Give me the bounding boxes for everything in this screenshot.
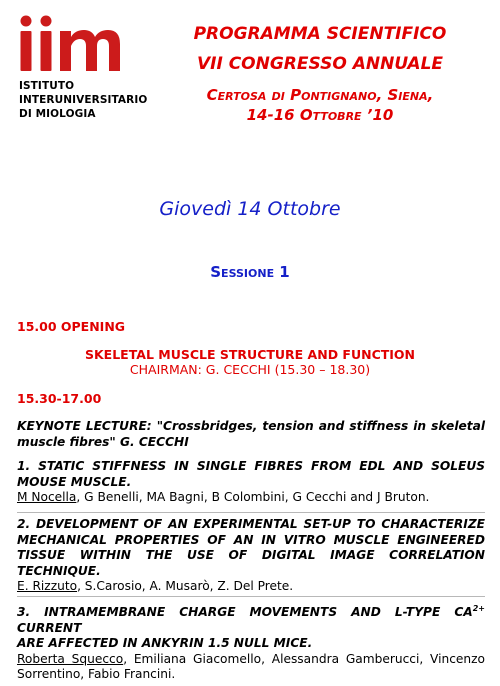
co-authors: , G Benelli, MA Bagni, B Colombini, G Cecchi and J Bruton.: [76, 490, 430, 504]
keynote-line-2: muscle fibres" G. CECCHI: [17, 434, 189, 449]
talk-authors: [17, 579, 485, 595]
presenting-author: Roberta Squecco: [17, 651, 124, 666]
talk-3: [17, 601, 485, 683]
talk-title-line: 2. DEVELOPMENT OF AN EXPERIMENTAL SET-UP TO CHARACTERIZE: [17, 517, 485, 531]
keynote-line-1: KEYNOTE LECTURE: "Crossbridges, tension and stiffness in skeletal: [17, 419, 485, 433]
iim-logo-letters: [16, 14, 146, 74]
opening-time: 15.00 OPENING: [17, 319, 126, 334]
talk-authors-cont: Sorrentino, Fabio Francini.: [17, 667, 176, 682]
symposium-title: SKELETAL MUSCLE STRUCTURE AND FUNCTION: [84, 347, 416, 362]
talk-title-line: [17, 601, 485, 636]
talk-authors: [17, 652, 485, 668]
talk-2: [17, 517, 485, 595]
session-heading: Sessione 1: [210, 263, 290, 281]
talk-title-line: MECHANICAL PROPERTIES OF AN IN VITRO MUSCLE ENGINEERED: [17, 532, 485, 547]
day-heading: Giovedì 14 Ottobre: [159, 198, 341, 220]
co-authors: , S.Carosio, A. Musarò, Z. Del Prete.: [77, 579, 294, 593]
congress-title: VII CONGRESSO ANNUALE: [196, 54, 444, 74]
co-authors: , Emiliana Giacomello, Alessandra Gamberucci, Vincenzo: [123, 651, 485, 666]
divider: [17, 596, 485, 597]
time-slot: 15.30-17.00: [17, 391, 102, 406]
logo-line-2: INTERUNIVERSITARIO: [19, 94, 148, 106]
talk-title-line: MOUSE MUSCLE.: [17, 474, 132, 489]
symposium-chairman: CHAIRMAN: G. CECCHI (15.30 – 18.30): [129, 362, 371, 377]
logo-line-3: DI MIOLOGIA: [19, 108, 96, 120]
presenting-author: E. Rizzuto: [17, 579, 78, 593]
keynote-lecture: [17, 419, 485, 450]
talk-title-line: ARE AFFECTED IN ANKYRIN 1.5 NULL MICE.: [17, 636, 313, 651]
venue: Certosa di Pontignano, Siena,: [206, 86, 434, 104]
congress-dates: 14-16 Ottobre ’10: [246, 106, 394, 124]
presenting-author: M Nocella: [17, 490, 77, 504]
talk-title-text: CURRENT: [17, 620, 82, 635]
superscript: 2+: [472, 604, 485, 613]
iim-logo: [16, 14, 146, 124]
talk-title-line: TECHNIQUE.: [17, 563, 101, 578]
divider: [17, 512, 485, 513]
talk-title-line: TISSUE WITHIN THE USE OF DIGITAL IMAGE CORRELATION: [17, 548, 485, 562]
talk-title-text: 3. INTRAMEMBRANE CHARGE MOVEMENTS AND L-TYPE CA: [17, 605, 473, 620]
program-title: PROGRAMMA SCIENTIFICO: [193, 24, 447, 44]
talk-1: [17, 459, 485, 506]
talk-authors: [17, 490, 485, 506]
talk-title-line: 1. STATIC STIFFNESS IN SINGLE FIBRES FROM EDL AND SOLEUS: [17, 459, 485, 473]
logo-line-1: ISTITUTO: [19, 80, 75, 92]
